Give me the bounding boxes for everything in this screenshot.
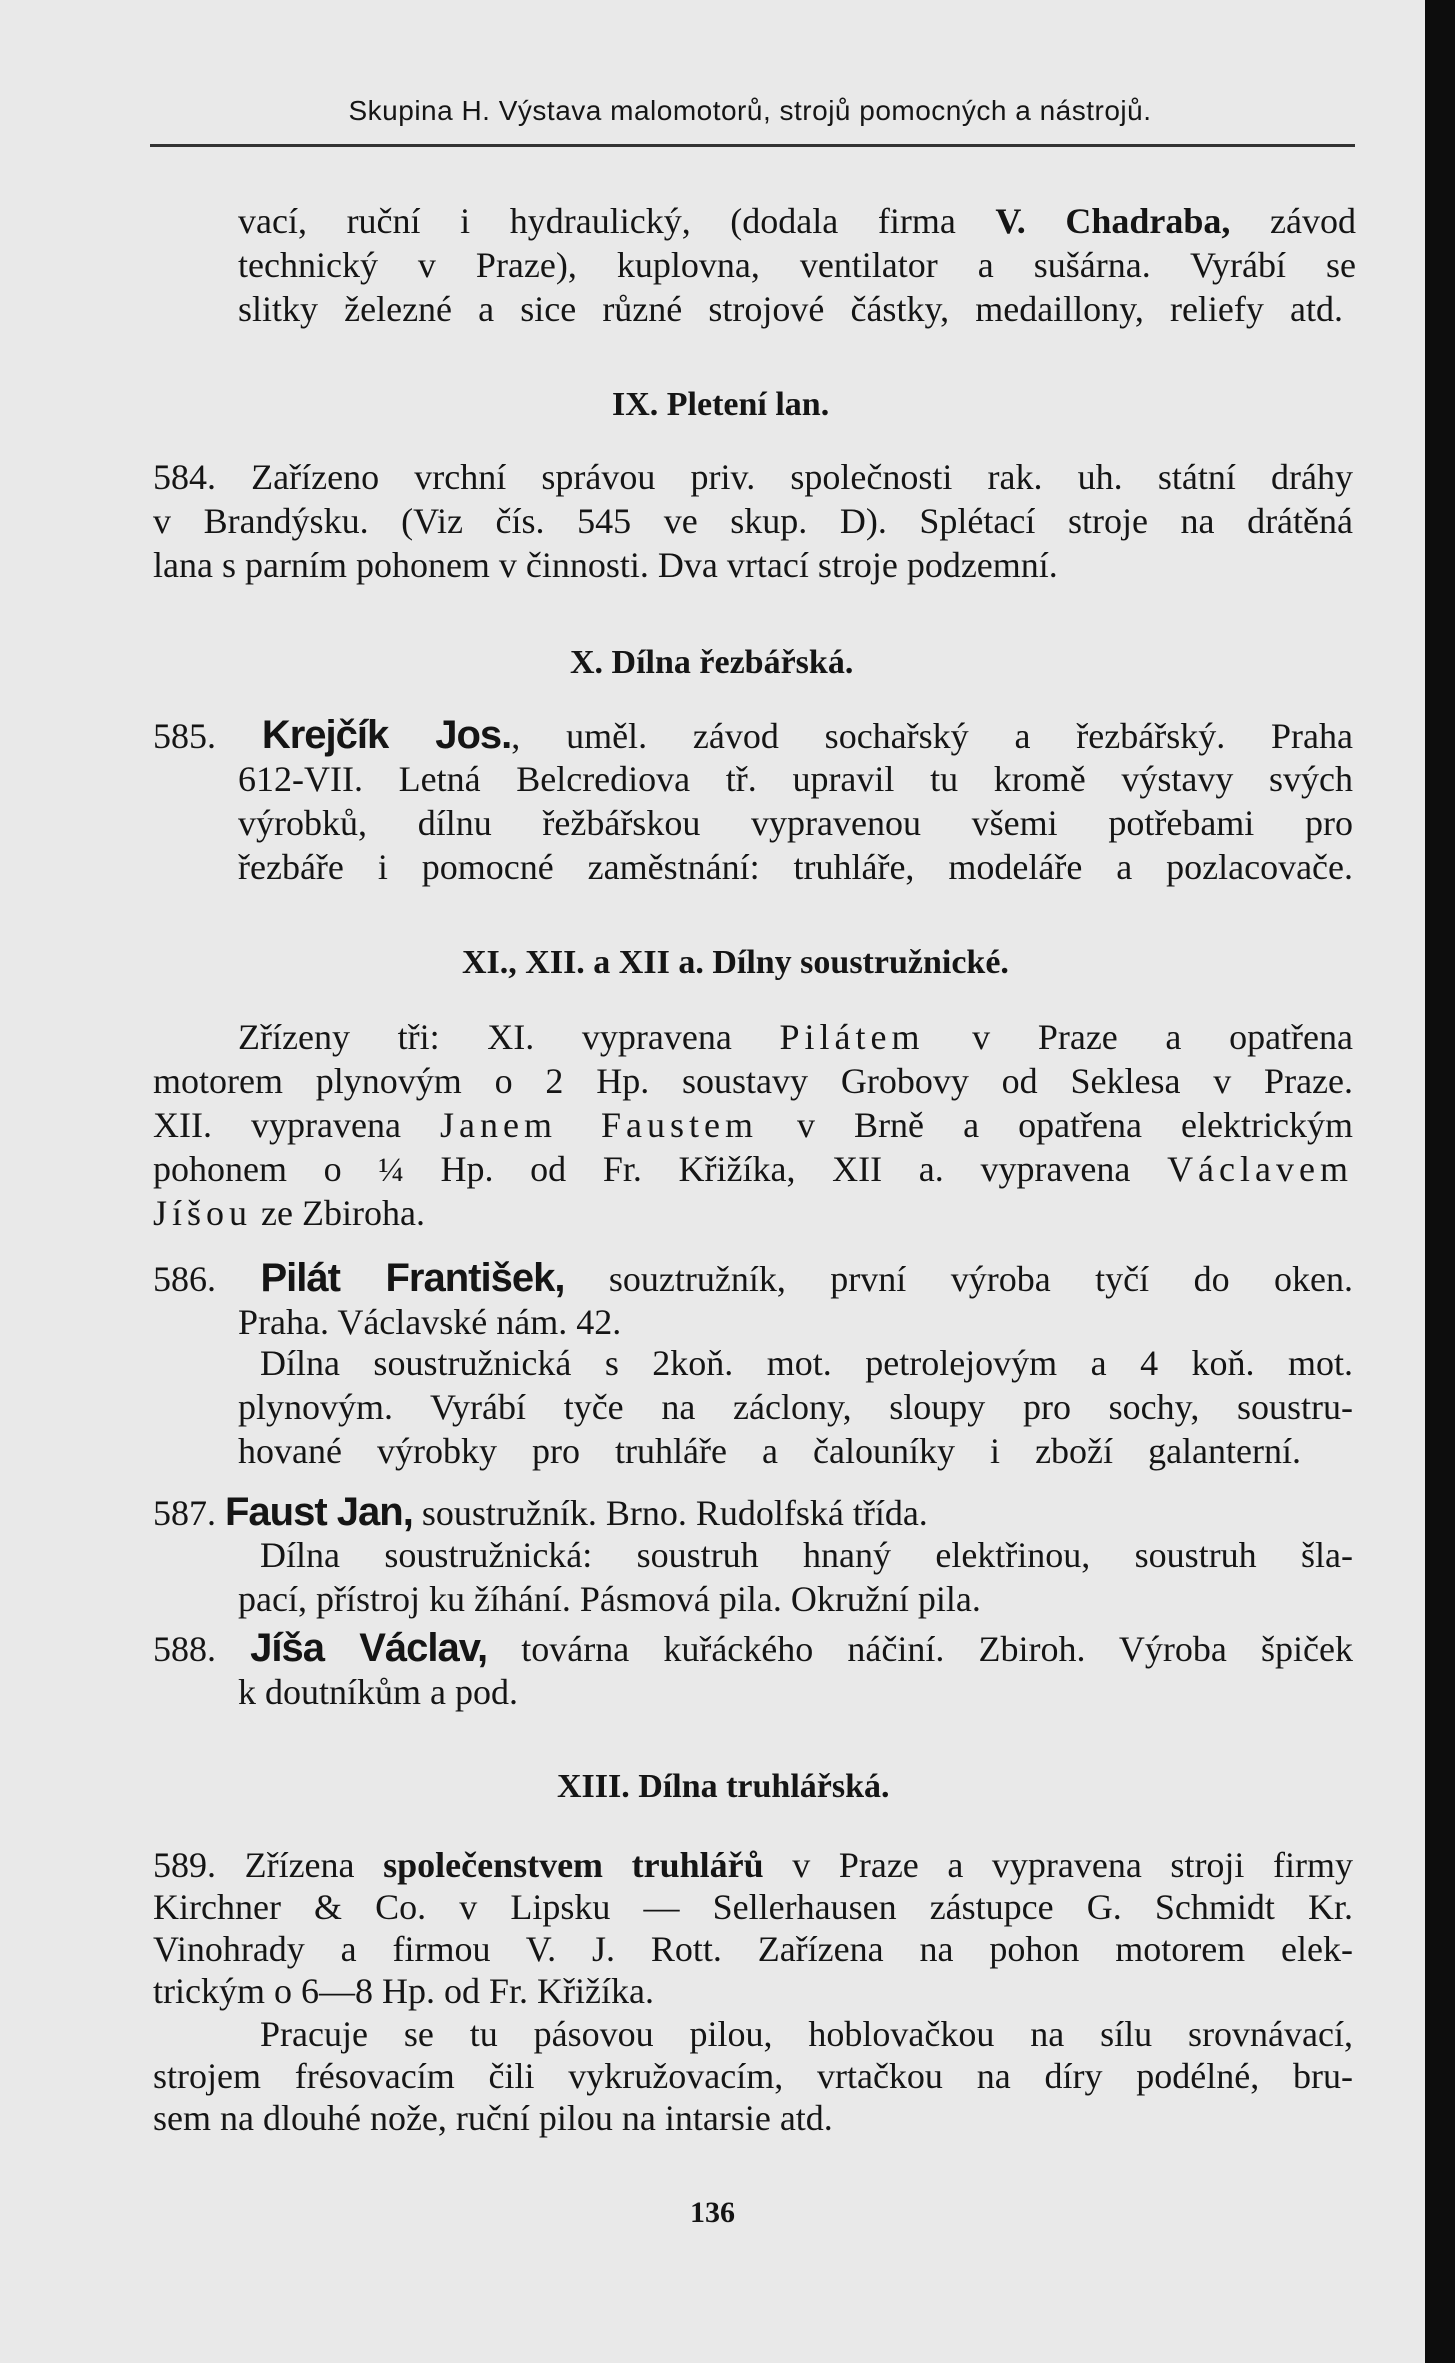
- entry-name: Jíša Václav,: [250, 1626, 488, 1670]
- paragraph-text: Hp. od Fr. Křižíka, XII a. vypravena: [403, 1149, 1168, 1189]
- paragraph-2-line-2: strojem frésovacím čili vykružovacím, vrtačkou na díry podélné, bru-: [153, 2056, 1353, 2096]
- paragraph-2-line-1: Pracuje se tu pásovou pilou, hoblovačkou na sílu srovnávací,: [260, 2014, 1353, 2054]
- entry-text: souztružník, první výroba tyčí do oken.: [564, 1259, 1353, 1299]
- spaced-name: Pilátem: [779, 1017, 925, 1057]
- workshops-line-3: [153, 1103, 1353, 1147]
- paragraph-text: v Praze a opatřena: [924, 1017, 1353, 1057]
- entry-text: soustružník. Brno. Rudolfská třída.: [412, 1493, 928, 1533]
- entry-text: , uměl. závod sochařský a řezbářský. Praha: [511, 716, 1354, 756]
- running-header: Skupina H. Výstava malomotorů, strojů pomocných a nástrojů.: [348, 95, 1152, 126]
- workshops-line-2: motorem plynovým o 2 Hp. soustavy Grobovy od Seklesa v Praze.: [153, 1061, 1353, 1101]
- intro-text: závod: [1230, 201, 1356, 241]
- entry-586-line-2: Praha. Václavské nám. 42.: [238, 1302, 622, 1342]
- entry-585-line-3: výrobků, dílnu řežbářskou vypravenou všemi potřebami pro: [238, 803, 1353, 843]
- entry-587-line-2: Dílna soustružnická: soustruh hnaný elektřinou, soustruh šla-: [260, 1535, 1353, 1575]
- intro-line-3: slitky železné a sice různé strojové částky, medaillony, reliefy atd.: [238, 289, 1343, 329]
- entry-number: 585.: [153, 716, 216, 756]
- paragraph-2-line-3: sem na dlouhé nože, ruční pilou na intarsie atd.: [153, 2098, 833, 2138]
- entry-586-line-3: Dílna soustružnická s 2koň. mot. petrolejovým a 4 koň. mot.: [260, 1343, 1353, 1383]
- paragraph-text: pohonem o: [153, 1149, 379, 1189]
- intro-line-2: technický v Praze), kuplovna, ventilator a sušárna. Vyrábí se: [238, 245, 1356, 285]
- paragraph-text: v Brně a opatřena elektrickým: [757, 1105, 1353, 1145]
- entry-589-line-2: Kirchner & Co. v Lipsku — Sellerhausen zástupce G. Schmidt Kr.: [153, 1887, 1353, 1927]
- page-number: 136: [690, 2196, 735, 2229]
- entry-585-line-2: 612-VII. Letná Belcrediova tř. upravil tu kromě výstavy svých: [238, 759, 1353, 799]
- firm-name: V. Chadraba,: [995, 201, 1231, 241]
- entry-name: společenstvem truhlářů: [383, 1845, 764, 1885]
- spaced-name: Jíšou: [153, 1193, 253, 1233]
- entry-586-line-4: plynovým. Vyrábí tyče na záclony, sloupy pro sochy, soustru-: [238, 1387, 1353, 1427]
- workshops-line-4: [153, 1147, 1353, 1193]
- intro-text: vací, ruční i hydraulický, (dodala firma: [238, 201, 996, 241]
- entry-586-line-5: hované výrobky pro truhláře a čalouníky i zboží galanterní.: [238, 1431, 1301, 1471]
- paragraph-text: Zřízeny tři: XI. vypravena: [238, 1017, 780, 1057]
- entry-588-line-1: [153, 1626, 1353, 1671]
- entry-587-line-1: [153, 1490, 928, 1535]
- header-rule: [150, 144, 1355, 147]
- entry-number: 586.: [153, 1259, 216, 1299]
- entry-number: 587.: [153, 1493, 216, 1533]
- entry-text: v Praze a vypravena stroji firmy: [763, 1845, 1353, 1885]
- workshops-line-1: [238, 1015, 1353, 1059]
- entry-number: 588.: [153, 1629, 216, 1669]
- entry-588-line-2: k doutníkům a pod.: [238, 1672, 518, 1712]
- spaced-name: Václavem: [1167, 1149, 1353, 1189]
- entry-585-line-1: [153, 713, 1353, 758]
- paragraph-text: XII. vypravena: [153, 1105, 440, 1145]
- entry-584-line-1: 584. Zařízeno vrchní správou priv. společnosti rak. uh. státní dráhy: [153, 457, 1353, 497]
- entry-585-line-4: řezbáře i pomocné zaměstnání: truhláře, modeláře a pozlacovače.: [238, 847, 1353, 887]
- entry-text: 589. Zřízena: [153, 1845, 384, 1885]
- entry-name: Krejčík Jos.: [261, 713, 512, 757]
- section-heading-xiii: XIII. Dílna truhlářská.: [557, 1768, 890, 1805]
- section-heading-x: X. Dílna řezbářská.: [570, 644, 854, 681]
- entry-587-line-3: pací, přístroj ku žíhání. Pásmová pila. Okružní pila.: [238, 1579, 981, 1619]
- entry-589-line-4: trickým o 6—8 Hp. od Fr. Křižíka.: [153, 1971, 654, 2011]
- entry-name: Faust Jan,: [225, 1490, 413, 1534]
- section-heading-xi-xii: XI., XII. a XII a. Dílny soustružnické.: [462, 944, 1009, 981]
- entry-584-line-3: lana s parním pohonem v činnosti. Dva vrtací stroje podzemní.: [153, 545, 1058, 585]
- entry-589-line-1: [153, 1843, 1353, 1887]
- section-heading-ix: IX. Pletení lan.: [612, 386, 830, 423]
- entry-name: Pilát František,: [260, 1256, 565, 1300]
- fraction: ¼: [378, 1152, 404, 1189]
- entry-text: továrna kuřáckého náčiní. Zbiroh. Výroba špiček: [487, 1629, 1353, 1669]
- spaced-name: Janem Faustem: [439, 1105, 758, 1145]
- entry-586-line-1: [153, 1256, 1353, 1301]
- entry-584-line-2: v Brandýsku. (Viz čís. 545 ve skup. D). Splétací stroje na drátěná: [153, 501, 1353, 541]
- entry-589-line-3: Vinohrady a firmou V. J. Rott. Zařízena na pohon motorem elek-: [153, 1929, 1353, 1969]
- workshops-line-5: [153, 1191, 425, 1235]
- intro-line-1: [238, 199, 1356, 243]
- paragraph-text: ze Zbiroha.: [252, 1193, 425, 1233]
